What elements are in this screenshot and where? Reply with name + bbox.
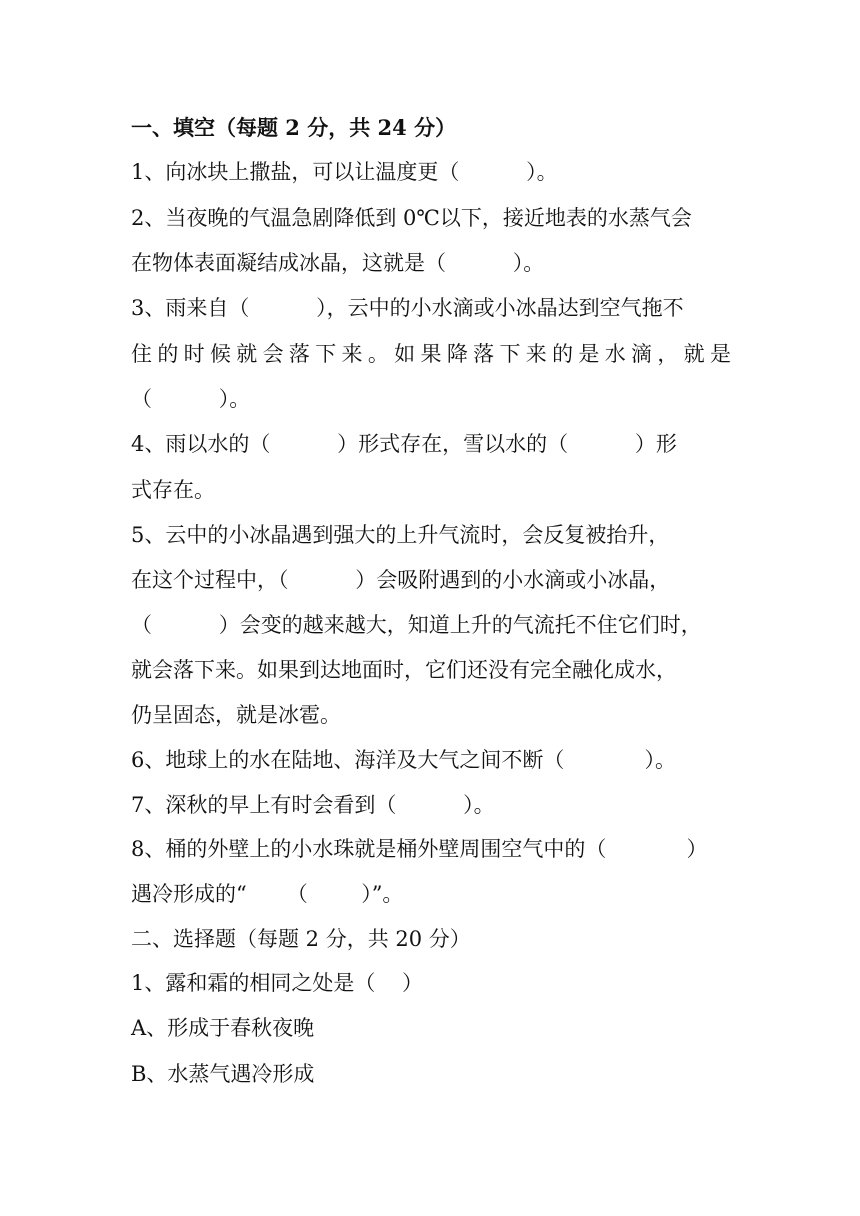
option-a: A、形成于春秋夜晚 [131,1016,315,1040]
question-1-3-line1: 3、雨来自（ ），云中的小水滴或小冰晶达到空气拖不 [131,296,684,320]
question-1-5-line4: 就会落下来。如果到达地面时，它们还没有完全融化成水， [131,658,677,682]
question-1-5-line3: （ ）会变的越来越大，知道上升的气流托不住它们时， [131,613,702,637]
question-1-7: 7、深秋的早上有时会看到（ ）。 [131,793,495,817]
question-1-3-line3: （ ）。 [131,387,251,411]
question-1-2-line2: 在物体表面凝结成冰晶，这就是（ ）。 [131,251,545,275]
question-1-4-line1: 4、雨以水的（ ）形式存在，雪以水的（ ）形 [131,432,677,456]
question-1-5-line1: 5、云中的小冰晶遇到强大的上升气流时，会反复被抬升， [131,523,670,547]
question-1-1: 1、向冰块上撒盐，可以让温度更（ ）。 [131,160,558,184]
section-1-title: 一、填空（每题 2 分，共 24 分） [131,115,457,140]
question-1-3-line2: 住的时候就会落下来。如果降落下来的是水滴，就是 [131,342,731,366]
question-1-8-line1: 8、桶的外壁上的小水珠就是桶外壁周围空气中的（ ） [131,837,708,861]
section-2-title: 二、选择题（每题 2 分，共 20 分） [131,927,471,951]
question-1-2-line1: 2、当夜晚的气温急剧降低到 0℃以下，接近地表的水蒸气会 [131,206,692,230]
question-1-5-line5: 仍呈固态，就是冰雹。 [131,703,341,727]
question-1-6: 6、地球上的水在陆地、海洋及大气之间不断（ ）。 [131,748,676,772]
question-2-1: 1、露和霜的相同之处是（ ） [131,971,424,995]
question-1-5-line2: 在这个过程中，（ ）会吸附遇到的小水滴或小冰晶， [131,568,671,592]
question-1-4-line2: 式存在。 [131,478,215,502]
option-b: B、水蒸气遇冷形成 [131,1062,315,1086]
question-1-8-line2: 遇冷形成的“ （ ）”。 [131,882,404,906]
